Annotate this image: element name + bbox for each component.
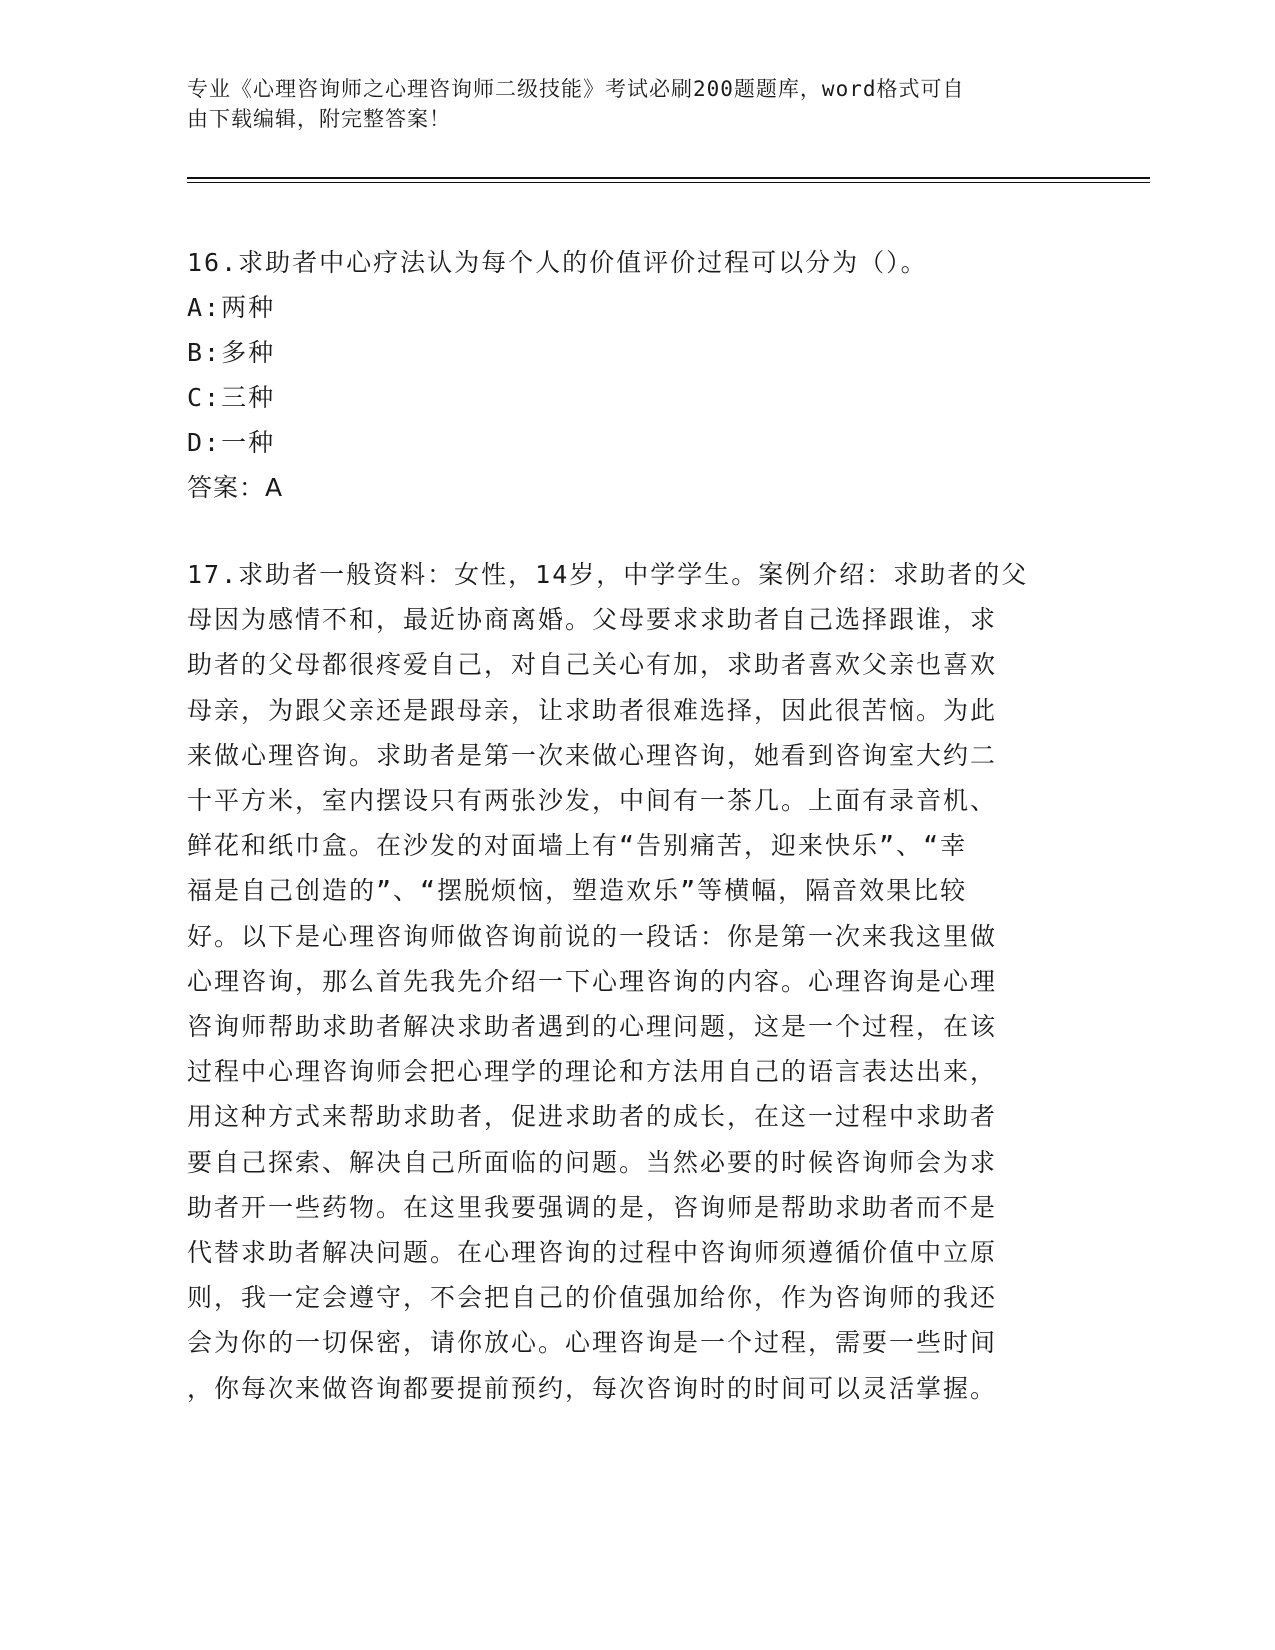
header-divider-thin xyxy=(187,182,1150,183)
option-c: C:三种 xyxy=(187,383,276,412)
paragraph-line: 母亲，为跟父亲还是跟母亲，让求助者很难选择，因此很苦恼。为此 xyxy=(187,695,998,725)
question-17 xyxy=(187,552,1087,1411)
paragraph-line: 好。以下是心理咨询师做咨询前说的一段话：你是第一次来我这里做 xyxy=(187,921,998,951)
question-stem: 16.求助者中心疗法认为每个人的价值评价过程可以分为（）。 xyxy=(187,248,928,277)
document-header xyxy=(187,74,1067,134)
paragraph-line: 母因为感情不和，最近协商离婚。父母要求求助者自己选择跟谁，求 xyxy=(187,605,998,635)
paragraph-line: 福是自己创造的”、“摆脱烦恼，塑造欢乐”等横幅，隔音效果比较 xyxy=(187,876,968,906)
paragraph-line: 过程中心理咨询师会把心理学的理论和方法用自己的语言表达出来， xyxy=(187,1057,998,1087)
paragraph-line: 17.求助者一般资料：女性，14岁，中学学生。案例介绍：求助者的父 xyxy=(187,560,1029,589)
paragraph-line: 要自己探索、解决自己所面临的问题。当然必要的时候咨询师会为求 xyxy=(187,1147,998,1177)
header-line: 专业《心理咨询师之心理咨询师二级技能》考试必刷200题题库，word格式可自 xyxy=(187,77,965,101)
header-line: 由下载编辑，附完整答案！ xyxy=(187,107,451,131)
paragraph-line: 代替求助者解决问题。在心理咨询的过程中咨询师须遵循价值中立原 xyxy=(187,1238,998,1268)
paragraph-line: 用这种方式来帮助求助者，促进求助者的成长，在这一过程中求助者 xyxy=(187,1102,998,1132)
paragraph-line: 鲜花和纸巾盒。在沙发的对面墙上有“告别痛苦，迎来快乐”、“幸 xyxy=(187,831,968,861)
option-d: D:一种 xyxy=(187,428,276,457)
paragraph-line: 来做心理咨询。求助者是第一次来做心理咨询，她看到咨询室大约二 xyxy=(187,740,998,770)
paragraph-line: 咨询师帮助求助者解决求助者遇到的心理问题，这是一个过程，在该 xyxy=(187,1012,998,1042)
paragraph-line: 则，我一定会遵守，不会把自己的价值强加给你，作为咨询师的我还 xyxy=(187,1283,998,1313)
option-b: B:多种 xyxy=(187,338,276,367)
paragraph-line: 助者开一些药物。在这里我要强调的是，咨询师是帮助求助者而不是 xyxy=(187,1192,998,1222)
header-divider-thick xyxy=(187,177,1150,179)
paragraph-line: ，你每次来做咨询都要提前预约，每次咨询时的时间可以灵活掌握。 xyxy=(187,1373,998,1403)
paragraph-line: 助者的父母都很疼爱自己，对自己关心有加，求助者喜欢父亲也喜欢 xyxy=(187,650,998,680)
option-a: A:两种 xyxy=(187,293,276,322)
answer-label: 答案：A xyxy=(187,473,284,502)
paragraph-line: 十平方米，室内摆设只有两张沙发，中间有一茶几。上面有录音机、 xyxy=(187,786,998,816)
question-16 xyxy=(187,240,1087,510)
paragraph-line: 心理咨询，那么首先我先介绍一下心理咨询的内容。心理咨询是心理 xyxy=(187,966,998,996)
paragraph-line: 会为你的一切保密，请你放心。心理咨询是一个过程，需要一些时间 xyxy=(187,1328,998,1358)
